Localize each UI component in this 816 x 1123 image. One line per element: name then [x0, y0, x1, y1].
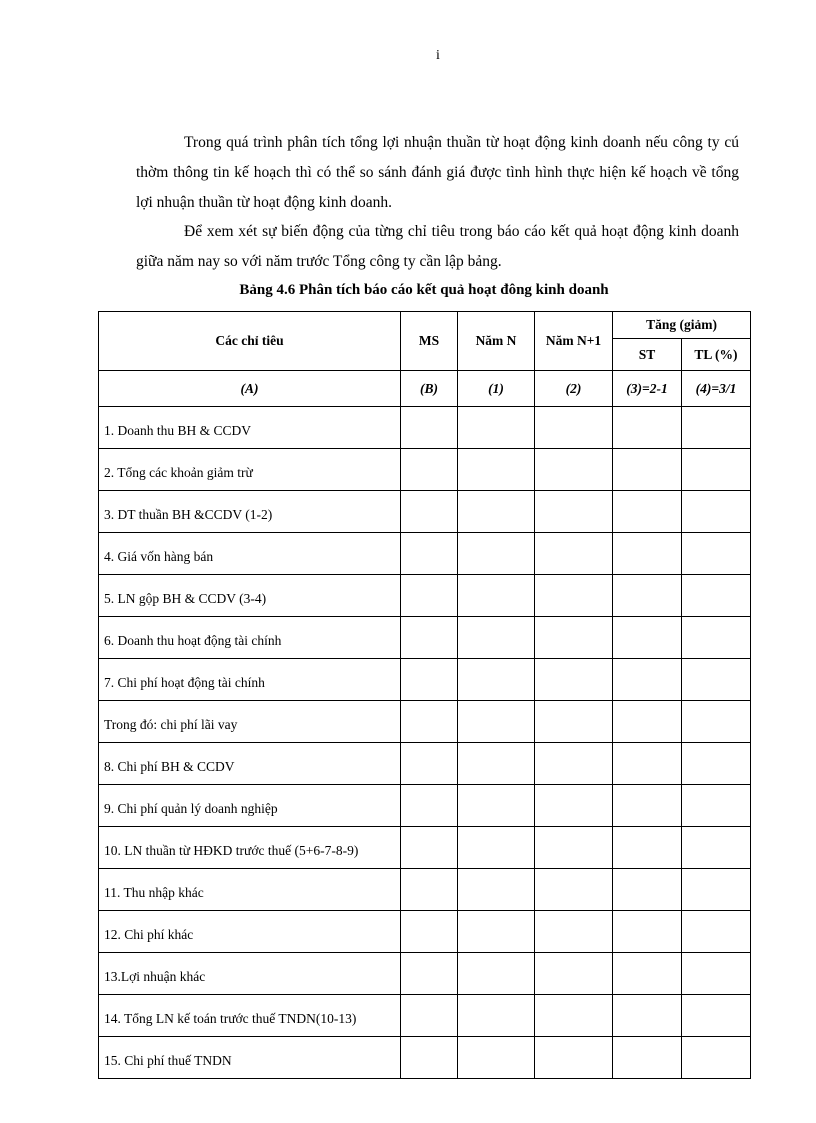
year-n1-cell	[535, 449, 613, 491]
ms-cell	[401, 449, 458, 491]
ms-cell	[401, 785, 458, 827]
year-n-cell	[458, 575, 535, 617]
table-caption: Bảng 4.6 Phân tích báo cáo kết quả hoạt đông kinh doanh	[239, 282, 609, 298]
ms-cell	[401, 407, 458, 449]
table-row	[99, 1037, 751, 1079]
table-row	[99, 449, 751, 491]
tl-cell	[682, 911, 751, 953]
header-change: Tăng (giảm)	[613, 312, 751, 339]
code-3: (3)=2-1	[613, 371, 682, 407]
st-cell	[613, 659, 682, 701]
st-cell	[613, 617, 682, 659]
tl-cell	[682, 701, 751, 743]
ms-cell	[401, 869, 458, 911]
table-row	[99, 575, 751, 617]
tl-cell	[682, 869, 751, 911]
paragraph-1: Trong quá trình phân tích tổng lợi nhuận thuần từ hoạt động kinh doanh nếu công ty cú thờm thông tin kế hoạch thì có thể so sánh đánh giá được tình hình thực hiện kế hoạch về tổng lợi nhuận thuần từ hoạt động kinh doanh.	[136, 134, 739, 211]
st-cell	[613, 911, 682, 953]
ms-cell	[401, 701, 458, 743]
row-label: 3. DT thuần BH &CCDV (1-2)	[99, 491, 401, 533]
year-n1-cell	[535, 701, 613, 743]
header-st: ST	[613, 339, 682, 371]
code-1: (1)	[458, 371, 535, 407]
st-cell	[613, 869, 682, 911]
code-2: (2)	[535, 371, 613, 407]
year-n1-cell	[535, 869, 613, 911]
paragraph-2: Để xem xét sự biến động của từng chỉ tiêu trong báo cáo kết quả hoạt động kinh doanh giữa năm nay so với năm trước Tổng công ty cần lập bảng.	[136, 223, 739, 270]
header-tl: TL (%)	[682, 339, 751, 371]
tl-cell	[682, 575, 751, 617]
st-cell	[613, 449, 682, 491]
row-label: 2. Tổng các khoản giảm trừ	[99, 449, 401, 491]
table-row	[99, 743, 751, 785]
table-row	[99, 869, 751, 911]
year-n1-cell	[535, 995, 613, 1037]
year-n1-cell	[535, 491, 613, 533]
tl-cell	[682, 407, 751, 449]
year-n-cell	[458, 407, 535, 449]
tl-cell	[682, 449, 751, 491]
header-ms: MS	[401, 312, 458, 371]
year-n-cell	[458, 491, 535, 533]
code-4: (4)=3/1	[682, 371, 751, 407]
row-label: 4. Giá vốn hàng bán	[99, 533, 401, 575]
year-n-cell	[458, 533, 535, 575]
year-n1-cell	[535, 827, 613, 869]
tl-cell	[682, 785, 751, 827]
table-row	[99, 533, 751, 575]
row-label: 7. Chi phí hoạt động tài chính	[99, 659, 401, 701]
row-label: 15. Chi phí thuế TNDN	[99, 1037, 401, 1079]
table-row	[99, 617, 751, 659]
year-n1-cell	[535, 533, 613, 575]
table-row	[99, 491, 751, 533]
code-a: (A)	[99, 371, 401, 407]
year-n-cell	[458, 995, 535, 1037]
row-label: Trong đó: chi phí lãi vay	[99, 701, 401, 743]
year-n-cell	[458, 785, 535, 827]
tl-cell	[682, 743, 751, 785]
year-n1-cell	[535, 575, 613, 617]
row-label: 13.Lợi nhuận khác	[99, 953, 401, 995]
st-cell	[613, 491, 682, 533]
year-n1-cell	[535, 743, 613, 785]
ms-cell	[401, 743, 458, 785]
year-n-cell	[458, 701, 535, 743]
year-n1-cell	[535, 911, 613, 953]
table-body	[99, 407, 751, 1079]
year-n-cell	[458, 827, 535, 869]
st-cell	[613, 533, 682, 575]
table-row	[99, 995, 751, 1037]
row-label: 11. Thu nhập khác	[99, 869, 401, 911]
row-label: 1. Doanh thu BH & CCDV	[99, 407, 401, 449]
year-n1-cell	[535, 1037, 613, 1079]
table-row	[99, 659, 751, 701]
ms-cell	[401, 659, 458, 701]
st-cell	[613, 953, 682, 995]
tl-cell	[682, 617, 751, 659]
header-year-n: Năm N	[458, 312, 535, 371]
year-n1-cell	[535, 617, 613, 659]
row-label: 9. Chi phí quản lý doanh nghiệp	[99, 785, 401, 827]
row-label: 5. LN gộp BH & CCDV (3-4)	[99, 575, 401, 617]
table-row	[99, 785, 751, 827]
tl-cell	[682, 659, 751, 701]
st-cell	[613, 827, 682, 869]
ms-cell	[401, 1037, 458, 1079]
year-n1-cell	[535, 407, 613, 449]
st-cell	[613, 701, 682, 743]
tl-cell	[682, 827, 751, 869]
st-cell	[613, 785, 682, 827]
header-year-n1: Năm N+1	[535, 312, 613, 371]
year-n1-cell	[535, 659, 613, 701]
year-n-cell	[458, 617, 535, 659]
year-n-cell	[458, 659, 535, 701]
row-label: 14. Tổng LN kế toán trước thuế TNDN(10-13)	[99, 995, 401, 1037]
row-label: 6. Doanh thu hoạt động tài chính	[99, 617, 401, 659]
tl-cell	[682, 1037, 751, 1079]
table-row	[99, 701, 751, 743]
year-n-cell	[458, 869, 535, 911]
year-n-cell	[458, 953, 535, 995]
st-cell	[613, 995, 682, 1037]
ms-cell	[401, 953, 458, 995]
page-number: i	[436, 48, 440, 63]
tl-cell	[682, 533, 751, 575]
report-table	[98, 311, 751, 1079]
st-cell	[613, 1037, 682, 1079]
header-criteria: Các chỉ tiêu	[99, 312, 401, 371]
st-cell	[613, 575, 682, 617]
ms-cell	[401, 911, 458, 953]
year-n-cell	[458, 911, 535, 953]
year-n-cell	[458, 743, 535, 785]
tl-cell	[682, 491, 751, 533]
tl-cell	[682, 953, 751, 995]
ms-cell	[401, 617, 458, 659]
tl-cell	[682, 995, 751, 1037]
table-row	[99, 827, 751, 869]
ms-cell	[401, 995, 458, 1037]
table-row	[99, 911, 751, 953]
row-label: 8. Chi phí BH & CCDV	[99, 743, 401, 785]
year-n-cell	[458, 449, 535, 491]
year-n1-cell	[535, 785, 613, 827]
ms-cell	[401, 533, 458, 575]
st-cell	[613, 407, 682, 449]
row-label: 12. Chi phí khác	[99, 911, 401, 953]
st-cell	[613, 743, 682, 785]
year-n1-cell	[535, 953, 613, 995]
table-row	[99, 407, 751, 449]
code-b: (B)	[401, 371, 458, 407]
year-n-cell	[458, 1037, 535, 1079]
ms-cell	[401, 827, 458, 869]
ms-cell	[401, 491, 458, 533]
table-row	[99, 953, 751, 995]
row-label: 10. LN thuần từ HĐKD trước thuế (5+6-7-8-9)	[99, 827, 401, 869]
ms-cell	[401, 575, 458, 617]
